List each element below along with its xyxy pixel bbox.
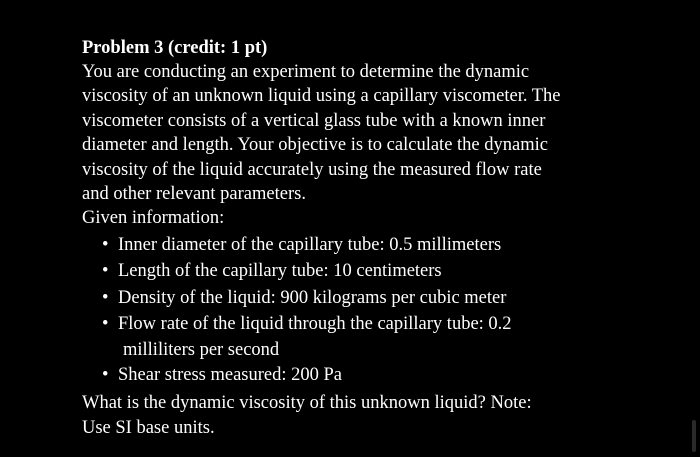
given-item-text: Shear stress measured: 200 Pa (118, 364, 343, 385)
given-item-text-continued: milliliters per second (123, 339, 280, 360)
given-item-text: Flow rate of the liquid through the capillary tube: 0.2 (118, 314, 512, 335)
given-list (82, 232, 642, 389)
bullet-icon: • (102, 287, 109, 308)
intro-line: You are conducting an experiment to determine the dynamic (82, 62, 530, 82)
given-item-inner-diameter (82, 232, 642, 259)
bullet-icon: • (102, 234, 109, 255)
given-item-length (82, 258, 642, 285)
scrollbar-thumb[interactable] (692, 420, 696, 452)
problem-intro (82, 60, 642, 231)
problem-question (82, 391, 642, 440)
given-item-flow-rate (82, 311, 642, 362)
given-item-text: Inner diameter of the capillary tube: 0.5 millimeters (118, 234, 502, 255)
given-heading: Given information: (82, 208, 225, 229)
intro-line: viscosity of an unknown liquid using a capillary viscometer. The (82, 86, 561, 107)
intro-line: viscometer consists of a vertical glass tube with a known inner (82, 110, 546, 131)
question-line: What is the dynamic viscosity of this unknown liquid? Note: (82, 393, 532, 414)
given-item-text: Density of the liquid: 900 kilograms per cubic meter (118, 287, 507, 308)
given-item-density (82, 285, 642, 312)
problem-document (82, 36, 642, 440)
bullet-icon: • (102, 364, 109, 385)
given-item-shear-stress (82, 362, 642, 389)
given-item-text: Length of the capillary tube: 10 centimeters (118, 261, 442, 282)
bullet-icon: • (102, 314, 109, 335)
intro-line: viscosity of the liquid accurately using the measured flow rate (82, 159, 542, 180)
question-line: Use SI base units. (82, 417, 215, 438)
problem-title: Problem 3 (credit: 1 pt) (82, 38, 268, 58)
bullet-icon: • (102, 261, 109, 282)
intro-line: diameter and length. Your objective is to calculate the dynamic (82, 135, 548, 156)
intro-line: and other relevant parameters. (82, 184, 306, 205)
